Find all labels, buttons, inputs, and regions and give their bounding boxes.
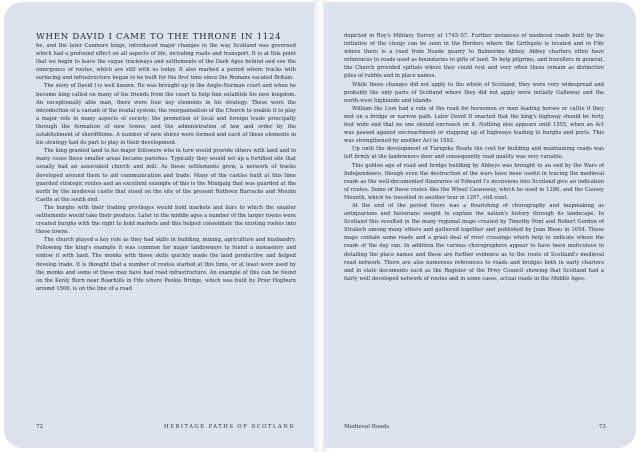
opening-paragraph-text: he, and the later Canmore kings, introduced major changes in the way Scotland was governed which had a profound effect on all aspects of life, including roads and transport. It is at this point that we begin to leave the vague trackways and settlements of the Dark Ages behind and see the emergence of routes, which are still with us today. It also marked a period where tracks with surfacing and infrastructure began to be built for the first time since the Romans vacated Britain. xyxy=(36,43,296,82)
body-paragraph: This golden age of road and bridge building by Abbeys was brought to an end by the Wars of Independence, though even the destruction of the wars have been useful in tracing the medieval roads as the well-documented itineraries of Edward I's incursions into Scotland give an indication of routes. Some of these routes like the Wheel Causeway, which he used in 1296, and the Causey Mounth, which he travelled in another tour in 1297, still exist. xyxy=(344,162,604,201)
body-paragraph: While these changes did not apply to the whole of Scotland, they were very widespread and probably the only parts of Scotland where they did not apply were initially Galloway and the north-west highlands and islands. xyxy=(344,81,604,104)
left-page xyxy=(4,2,316,448)
opening-paragraph xyxy=(36,32,296,82)
right-page xyxy=(324,2,636,448)
running-title-left: HERITAGE PATHS OF SCOTLAND xyxy=(164,424,296,430)
body-paragraph: Up until the development of Turnpike Roads the cost for building and maintaining roads was left firmly at the landowners door and consequently road quality was very variable. xyxy=(344,146,604,161)
right-page-body xyxy=(344,32,604,414)
running-title-right: Medieval Roads xyxy=(344,424,390,430)
body-paragraph: The church played a key role as they had skills in building, mining, agriculture and husbandry. Following the king's example it was common for major landowners to found a monastery and endow it with land. The monks with these skills quickly made the land productive and helped develop trade. It is thought that a number of routes started at this time, or at least were used by the monks and some of these may have had road infrastructure. An example of this can be found on the Kenly Burn near Boarhills in Fife where Peekie Bridge, which was built by Prior Hepburn around 1500, is on the line of a road xyxy=(36,237,296,292)
body-paragraph: The story of David I is well known. He was brought up in the Anglo-Norman court and when he became king called on many of his friends from the court to help him establish his new kingdom. An exceptionally able man, there were four key elements in his strategy. These were the introduction of a variant of the feudal system; the reorganisation of the Church to enable it to play a major role in many aspects of society; the promotion of local and foreign trade principally through the formation of new towns; and the administration of law and order by the establishment of sheriffdoms. A number of new shires were formed and each of these elements in his strategy had its part to play in their development. xyxy=(36,83,296,147)
body-paragraph: The king granted land to his major followers who in turn would provide others with land and in many cases these smaller areas became parishes. Typically they would set up a fortified site that usually had an associated church and mill. As these settlements grew, a network of tracks developed around them to aid communication and trade. Many of the castles built at this time guarded strategic routes and an excellent example of this is the Minigaig that was guarded at the north by the medieval castle that stood on the site of the present Ruthven Barracks and Moulin Castle at the south end. xyxy=(36,148,296,203)
chapter-heading: WHEN DAVID I CAME TO THE THRONE IN 1124 xyxy=(36,32,282,42)
body-paragraph: William the Lion had a rule of the road for horsemen or men leading horses or cattle if they met on a bridge or narrow path. Later David II enacted that the king's highway should be forty feet wide and that no one should encroach on it. Nothing else appears until 1555, when an Act was passed against encroachment or stopping up of highways leading to burghs and ports. This was strengthened by another Act in 1592. xyxy=(344,105,604,145)
page-number-right: 73 xyxy=(598,424,606,430)
continued-paragraph: depicted in Roy's Military Survey of 1745–57. Further instances of medieval roads built by the initiative of the clergy can be seen in the Borders where the Girthgate is located and in Fife where there is a road from Nsade quarry to Balmerino Abbey. Abbey charters often have references to roads used as boundaries to gifts of land. To help pilgrims, and travellers in general, the Church provided spittals where they could rest and very often these remain as distinctive piles of rubble and in place names. xyxy=(344,33,604,80)
body-paragraph: The burghs with their trading privileges would hold markets and fairs to which the smaller settlements would take their produce. Later in the middle ages a number of the larger towns were created burghs with the right to hold markets and this helped consolidate the existing routes into those towns. xyxy=(36,204,296,236)
body-paragraph: At the end of the period there was a flourishing of chorography and mapmaking as antiquarians and historians sought to explain the nation's history through its landscape. In Scotland this resulted in the many regional maps created by Timothy Pont and Robert Gordon of Straloch among many others and gathered together and published by Joan Bleau in 1654. These maps contain some roads and a great deal of river crossings which help to indicate where the roads of the day ran. In addition the various chorographers appear to have been meticulous in detailing the place names and these are further evidence as to the route of Scotland's medieval road network. There are also numerous references to roads and bridges both in early charters and in state documents such as the Register of the Privy Council showing that Scotland had a fairly well developed network of routes and in some cases, actual roads in the Middle Ages. xyxy=(344,202,604,282)
page-number-left: 72 xyxy=(36,424,44,430)
left-page-body xyxy=(36,32,296,414)
